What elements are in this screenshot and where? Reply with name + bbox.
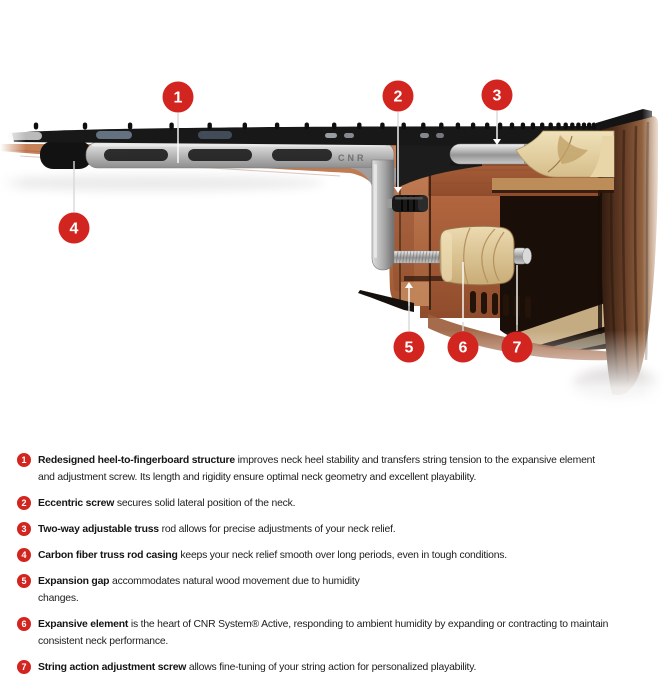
legend-term: Redesigned heel-to-fingerboard structure [38,455,235,466]
legend-bullet: 7 [17,660,31,674]
legend-text: Two-way adjustable truss rod allows for precise adjustments of your neck relief. [38,524,396,535]
fret [570,123,574,130]
neck-shadow [0,175,325,191]
callout-number: 2 [393,88,403,106]
fret [402,123,406,130]
fret [531,123,535,130]
callout-number: 7 [512,339,522,357]
legend-item-7 [17,659,657,676]
callout-number: 3 [492,87,502,105]
fret [243,123,247,130]
beam-slots [104,149,332,161]
adjustment-screw [394,251,442,263]
legend-text: Redesigned heel-to-fingerboard structure improves neck heel stability and transfers string tension to the expansive element and adjustment screw. Its length and rigidity ensure optimal neck geometry and excellent playability. [38,455,595,483]
legend [17,452,657,676]
fret [521,123,525,130]
legend-term: Two-way adjustable truss [38,524,159,535]
fret [34,123,38,130]
fret [305,123,309,130]
truss-rod-casing [40,141,92,169]
legend-bullet: 3 [17,522,31,536]
fret [592,123,596,130]
fret [380,123,384,130]
fret [439,123,443,130]
string-action-adjustment-screw [514,248,532,264]
fret [540,123,544,130]
legend-bullet: 5 [17,574,31,588]
fret [83,123,87,130]
cnr-engraving: CNR [338,153,367,163]
legend-text: String action adjustment screw allows fine-tuning of your string action for personalized playability. [38,662,477,673]
legend-bullet: 6 [17,617,31,631]
legend-term: Expansive element [38,619,129,630]
legend-item-4 [17,547,657,564]
legend-bullet: 2 [17,496,31,510]
legend-term: Expansion gap [38,576,110,587]
legend-term: Eccentric screw [38,498,115,509]
legend-item-6 [17,616,657,650]
fret [456,123,460,130]
legend-term: Carbon fiber truss rod casing [38,550,178,561]
fret [485,123,489,130]
fret [576,123,580,130]
fret [357,123,361,130]
callout-number: 1 [173,89,183,107]
heel-to-fingerboard-structure [86,142,416,270]
legend-text: Expansion gap accommodates natural wood movement due to humidity changes. [38,576,360,604]
fret [471,123,475,130]
legend-bullet: 4 [17,548,31,562]
fret [208,123,212,130]
fret [587,123,591,130]
fret [556,123,560,130]
fade-right [642,100,672,420]
fret [582,123,586,130]
callout-number: 5 [404,339,414,357]
legend-text: Carbon fiber truss rod casing keeps your neck relief smooth over long periods, even in tough conditions. [38,550,507,561]
fade-left [0,110,26,230]
callout-number: 4 [69,220,79,238]
fret [510,123,514,130]
fret [421,123,425,130]
legend-text: Expansive element is the heart of CNR System® Active, responding to ambient humidity by expanding or contracting to maintain consistent neck performance. [38,619,609,647]
legend-item-1 [17,452,657,486]
fret [564,123,568,130]
fade-bottom [0,330,672,446]
legend-item-2 [17,495,657,512]
legend-bullet: 1 [17,453,31,467]
fret [549,123,553,130]
legend-term: String action adjustment screw [38,662,187,673]
callout-number: 6 [458,339,468,357]
legend-item-3 [17,521,657,538]
fret [275,123,279,130]
expansive-element [440,226,514,285]
legend-item-5 [17,573,657,607]
fret [128,123,132,130]
fret [332,123,336,130]
fret [498,123,502,130]
legend-text: Eccentric screw secures solid lateral position of the neck. [38,498,296,509]
fret [169,123,173,130]
